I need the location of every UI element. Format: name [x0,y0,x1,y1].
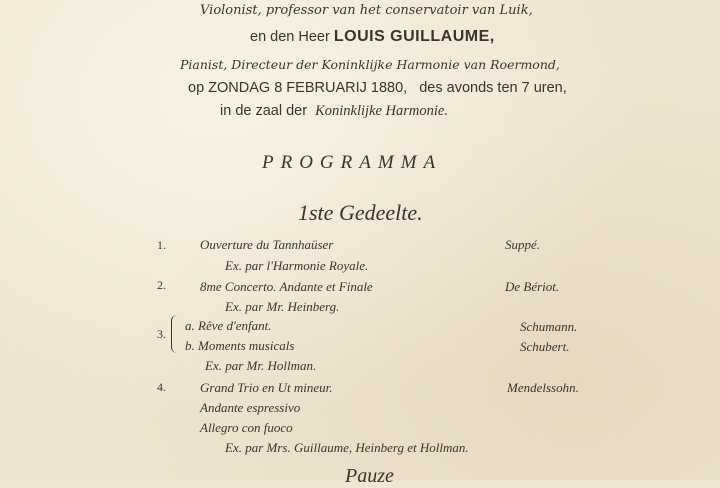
item-3-performer: Ex. par Mr. Hollman. [205,358,317,373]
venue-name: Koninklijke Harmonie. [315,103,448,119]
program-title: PROGRAMMA [262,152,443,173]
item-1-performer: Ex. par l'Harmonie Royale. [225,258,369,273]
venue-prefix: in de zaal der [220,103,308,119]
item-3-composer-b: Schubert. [520,339,570,354]
performer-name: LOUIS GUILLAUME, [333,28,495,45]
item-1-number: 1. [157,238,166,252]
item-4-movement-2: Allegro con fuoco [200,420,293,435]
item-2-performer: Ex. par Mr. Heinberg. [225,299,340,314]
item-2-title: 8me Concerto. Andante et Finale [200,279,373,294]
header-line-5 [220,103,448,120]
footer-fragment: Pauze [345,465,394,487]
item-4-performer: Ex. par Mrs. Guillaume, Heinberg et Hollman. [225,440,469,455]
item-3-number: 3. [157,327,166,341]
item-3-part-a: a. Rêve d'enfant. [185,318,272,333]
header-line-2 [250,28,495,46]
item-3-brace [171,315,180,353]
item-2-composer: De Bériot. [505,279,560,294]
item-1-title: Ouverture du Tannhaüser [200,237,334,252]
item-4-title: Grand Trio en Ut mineur. [200,380,333,395]
item-3-composer-a: Schumann. [520,319,578,334]
header-line-2-prefix: en den Heer [250,29,334,45]
item-1-composer: Suppé. [505,237,541,252]
section-title [298,200,423,226]
item-2-number: 2. [157,278,166,292]
header-line-4 [188,80,567,96]
item-4-movement-1: Andante espressivo [200,400,301,415]
header-line-1: Violonist, professor van het conservatoir van Luik, [200,3,533,18]
item-4-number: 4. [157,380,166,394]
item-3-part-b: b. Moments musicals [185,338,295,353]
concert-date: op ZONDAG 8 FEBRUARIJ 1880, [188,80,408,96]
concert-time: des avonds ten 7 uren, [419,80,567,96]
section-title-text: 1ste Gedeelte. [298,200,423,225]
item-4-composer: Mendelssohn. [507,380,579,395]
header-line-3: Pianist, Directeur der Koninklijke Harmonie van Roermond, [180,57,560,72]
